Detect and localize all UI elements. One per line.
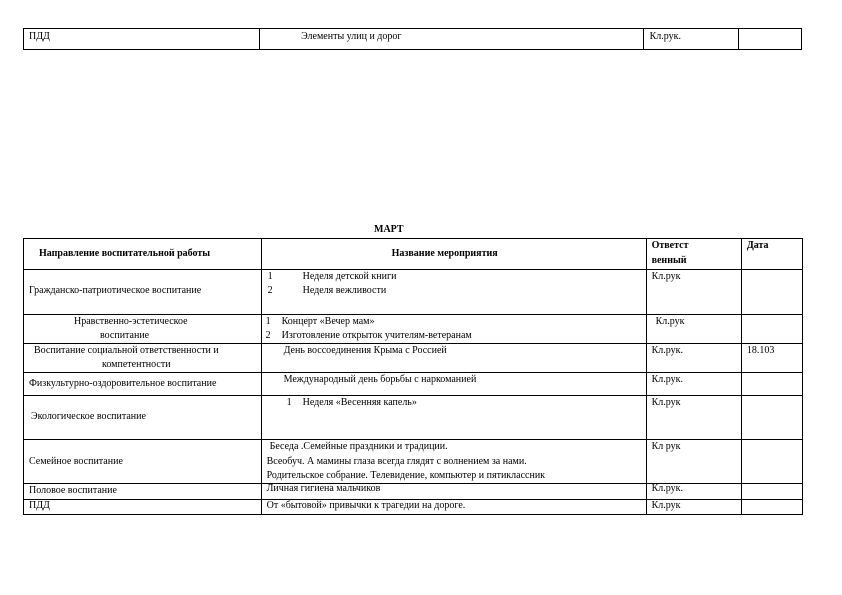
event-text: От «бытовой» привычки к трагедии на дороге. [266, 500, 466, 511]
direction-text: ПДД [29, 31, 50, 42]
header-responsible-line2: венный [651, 255, 687, 266]
direction-text: Семейное воспитание [29, 456, 123, 467]
cell-event [260, 29, 644, 50]
responsible-text: Кл.рук. [651, 374, 683, 385]
top-table [23, 28, 802, 50]
header-event [261, 239, 646, 270]
direction-text: Экологическое воспитание [31, 411, 146, 422]
cell-date [741, 440, 802, 484]
cell-direction [24, 344, 262, 373]
cell-direction [24, 270, 262, 315]
event-line: Беседа .Семейные праздники и традиции. [269, 441, 448, 452]
cell-direction [24, 373, 262, 396]
header-event-text: Название мероприятия [391, 248, 498, 259]
event-text: Концерт «Вечер мам» [281, 316, 375, 327]
cell-date [739, 29, 802, 50]
cell-event [261, 344, 646, 373]
header-direction-text: Направление воспитательной работы [39, 248, 211, 259]
event-text: Личная гигиена мальчиков [266, 483, 381, 494]
table-row [24, 344, 803, 373]
table-row [24, 270, 803, 315]
header-row [24, 239, 803, 270]
event-num: 1 [286, 397, 292, 408]
direction-text-line2: воспитание [100, 330, 150, 341]
table-row [24, 315, 803, 344]
cell-responsible [646, 270, 741, 315]
event-num: 2 [267, 285, 273, 296]
cell-date [741, 344, 802, 373]
header-responsible-line1: Ответст [651, 240, 689, 251]
responsible-text: Кл.рук. [651, 483, 683, 494]
cell-direction [24, 484, 262, 500]
cell-responsible [646, 484, 741, 500]
responsible-text: Кл.рук [651, 271, 681, 282]
event-text: Международный день борьбы с наркоманией [283, 374, 477, 385]
responsible-text: Кл.рук [655, 316, 685, 327]
responsible-text: Кл рук [651, 441, 681, 452]
responsible-text: Кл.рук [651, 500, 681, 511]
cell-responsible [646, 373, 741, 396]
cell-date [741, 396, 802, 440]
responsible-text: Кл.рук. [649, 31, 681, 42]
cell-direction [24, 440, 262, 484]
event-num: 2 [265, 330, 271, 341]
event-line: Всеобуч. А мамины глаза всегда глядят с волнением за нами. [266, 456, 527, 467]
cell-responsible [643, 29, 739, 50]
direction-text: Гражданско-патриотическое воспитание [29, 285, 202, 296]
cell-responsible [646, 315, 741, 344]
cell-direction [24, 315, 262, 344]
event-text: Элементы улиц и дорог [301, 31, 402, 42]
event-text: Неделя вежливости [302, 285, 387, 296]
cell-direction [24, 500, 262, 515]
event-num: 1 [267, 271, 273, 282]
event-text: Изготовление открыток учителям-ветеранам [281, 330, 472, 341]
cell-responsible [646, 344, 741, 373]
header-responsible [646, 239, 741, 270]
table-row [24, 440, 803, 484]
cell-direction [24, 396, 262, 440]
table-row [24, 29, 802, 50]
cell-date [741, 270, 802, 315]
direction-text-line1: Нравственно-эстетическое [74, 316, 188, 327]
event-num: 1 [265, 316, 271, 327]
cell-event [261, 396, 646, 440]
direction-text: ПДД [29, 500, 50, 511]
table-row [24, 500, 803, 515]
cell-date [741, 484, 802, 500]
cell-event [261, 440, 646, 484]
cell-direction [24, 29, 260, 50]
cell-event [261, 270, 646, 315]
responsible-text: Кл.рук [651, 397, 681, 408]
cell-responsible [646, 500, 741, 515]
cell-event [261, 500, 646, 515]
cell-event [261, 315, 646, 344]
month-title: МАРТ [374, 224, 404, 235]
direction-text-line1: Воспитание социальной ответственности и [34, 345, 219, 356]
event-line: Родительское собрание. Телевидение, компьютер и пятиклассник [266, 470, 546, 481]
header-date-text: Дата [746, 240, 769, 251]
cell-event [261, 373, 646, 396]
event-text: Неделя «Весенняя капель» [302, 397, 417, 408]
cell-date [741, 373, 802, 396]
responsible-text: Кл.рук. [651, 345, 683, 356]
cell-responsible [646, 440, 741, 484]
cell-date [741, 315, 802, 344]
direction-text-line2: компетентности [102, 359, 171, 370]
table-row [24, 396, 803, 440]
march-plan-table [23, 238, 803, 515]
direction-text: Половое воспитание [29, 485, 117, 496]
cell-responsible [646, 396, 741, 440]
header-direction [24, 239, 262, 270]
cell-event [261, 484, 646, 500]
date-text: 18.103 [746, 345, 775, 356]
table-row [24, 373, 803, 396]
event-text: День воссоединения Крыма с Россией [283, 345, 447, 356]
header-date [741, 239, 802, 270]
table-row [24, 484, 803, 500]
cell-date [741, 500, 802, 515]
event-text: Неделя детской книги [302, 271, 397, 282]
direction-text: Физкультурно-оздоровительное воспитание [29, 378, 217, 389]
